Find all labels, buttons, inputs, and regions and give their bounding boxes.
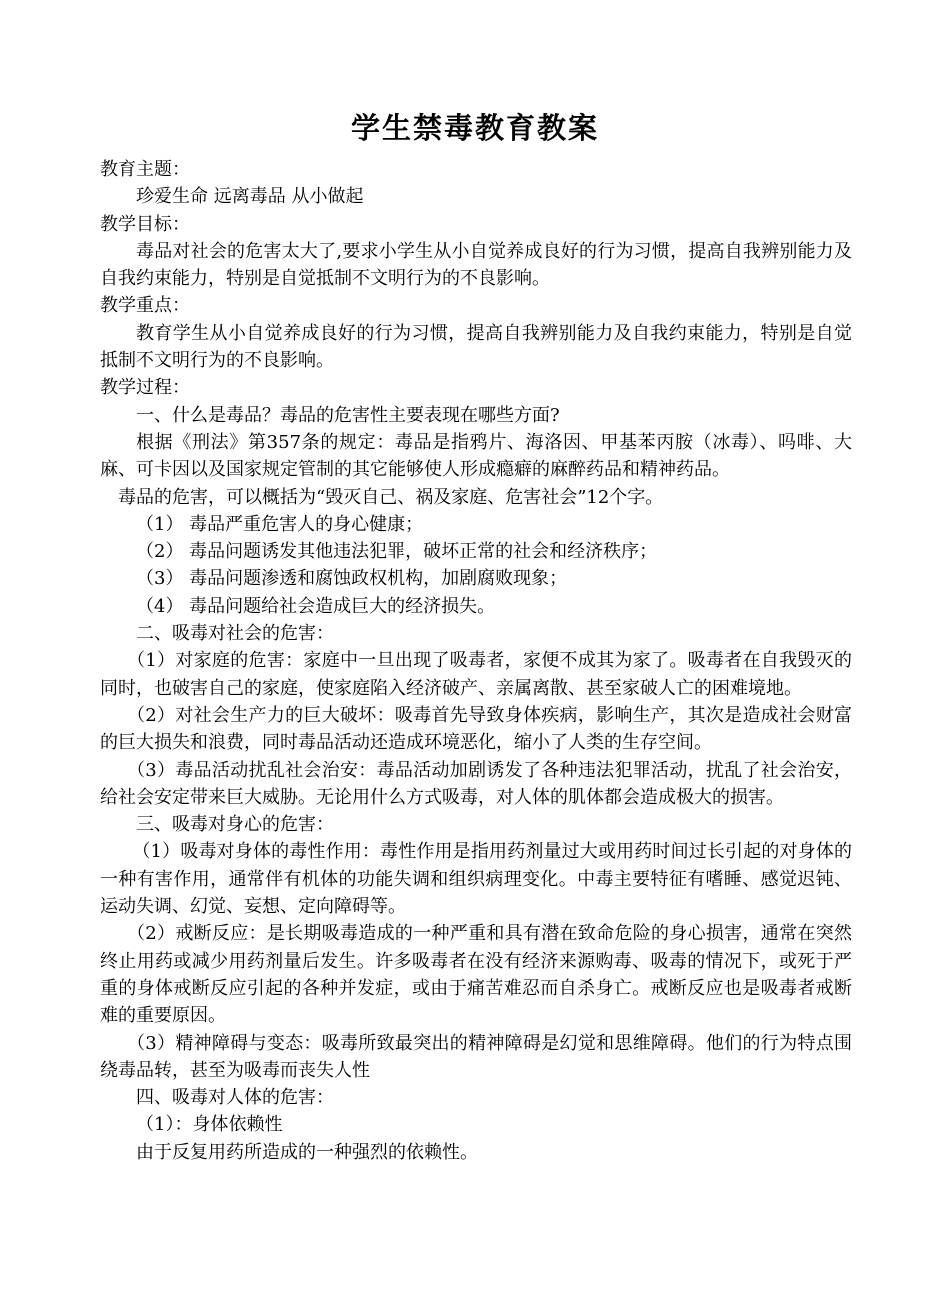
paragraph: （1）对家庭的危害：家庭中一旦出现了吸毒者，家便不成其为家了。吸毒者在自我毁灭的同时，也破害自己的家庭，使家庭陷入经济破产、亲属离散、甚至家破人亡的困难境地。 <box>100 650 852 699</box>
paragraph: 毒品对社会的危害太大了,要求小学生从小自觉养成良好的行为习惯，提高自我辨别能力及自我约束能力，特别是自觉抵制不文明行为的不良影响。 <box>100 240 852 290</box>
document-title: 学生禁毒教育教案 <box>350 111 599 145</box>
paragraph: 三、吸毒对身心的危害： <box>136 814 334 836</box>
paragraph: （3）精神障碍与变态：吸毒所致最突出的精神障碍是幻觉和思维障碍。他们的行为特点围绕毒品转，甚至为吸毒而丧失人性 <box>100 1032 852 1081</box>
paragraph: 教学过程： <box>100 377 190 399</box>
document-body <box>100 156 852 1166</box>
paragraph: 一、什么是毒品？毒品的危害性主要表现在哪些方面? <box>136 404 560 426</box>
paragraph: 教育主题： <box>100 159 190 180</box>
paragraph: 四、吸毒对人体的危害： <box>136 1087 334 1109</box>
paragraph: （4） 毒品问题给社会造成巨大的经济损失。 <box>136 595 496 617</box>
paragraph: （2） 毒品问题诱发其他违法犯罪，破坏正常的社会和经济秩序； <box>136 541 658 563</box>
paragraph: （2）戒断反应：是长期吸毒造成的一种严重和具有潜在致命危险的身心损害，通常在突然终止用药或减少用药剂量后发生。许多吸毒者在没有经济来源购毒、吸毒的情况下，或死于严重的身体戒断反应引起的各种并发症，或由于痛苦难忍而自杀身亡。戒断反应也是吸毒者戒断难的重要原因。 <box>100 923 852 1027</box>
paragraph: （3） 毒品问题渗透和腐蚀政权机构，加剧腐败现象； <box>136 568 568 590</box>
paragraph: 根据《刑法》第357条的规定：毒品是指鸦片、海洛因、甲基苯丙胺（冰毒）、吗啡、大麻、可卡因以及国家规定管制的其它能够使人形成瘾癖的麻醉药品和精神药品。 <box>100 431 852 481</box>
paragraph: 教学重点： <box>100 295 190 317</box>
paragraph: 毒品的危害，可以概括为“毁灭自己、祸及家庭、危害社会”12个字。 <box>118 486 664 508</box>
paragraph: 珍爱生命 远离毒品 从小做起 <box>136 186 364 208</box>
paragraph: 教学目标： <box>100 213 190 235</box>
paragraph: （2）对社会生产力的巨大破坏：吸毒首先导致身体疾病，影响生产，其次是造成社会财富的巨大损失和浪费，同时毒品活动还造成环境恶化，缩小了人类的生存空间。 <box>100 704 852 754</box>
paragraph: （1）吸毒对身体的毒性作用：毒性作用是指用药剂量过大或用药时间过长引起的对身体的一种有害作用，通常伴有机体的功能失调和组织病理变化。中毒主要特征有嗜睡、感觉迟钝、运动失调、幻觉、妄想、定向障碍等。 <box>100 841 852 918</box>
paragraph: （1）：身体依赖性 <box>136 1114 283 1136</box>
paragraph: 二、吸毒对社会的危害： <box>136 623 334 645</box>
paragraph: （1） 毒品严重危害人的身心健康； <box>136 513 424 535</box>
paragraph: 教育学生从小自觉养成良好的行为习惯，提高自我辨别能力及自我约束能力，特别是自觉抵制不文明行为的不良影响。 <box>100 322 852 372</box>
paragraph: （3）毒品活动扰乱社会治安：毒品活动加剧诱发了各种违法犯罪活动，扰乱了社会治安，给社会安定带来巨大威胁。无论用什么方式吸毒，对人体的肌体都会造成极大的损害。 <box>100 759 852 808</box>
paragraph: 由于反复用药所造成的一种强烈的依赖性。 <box>136 1141 478 1163</box>
